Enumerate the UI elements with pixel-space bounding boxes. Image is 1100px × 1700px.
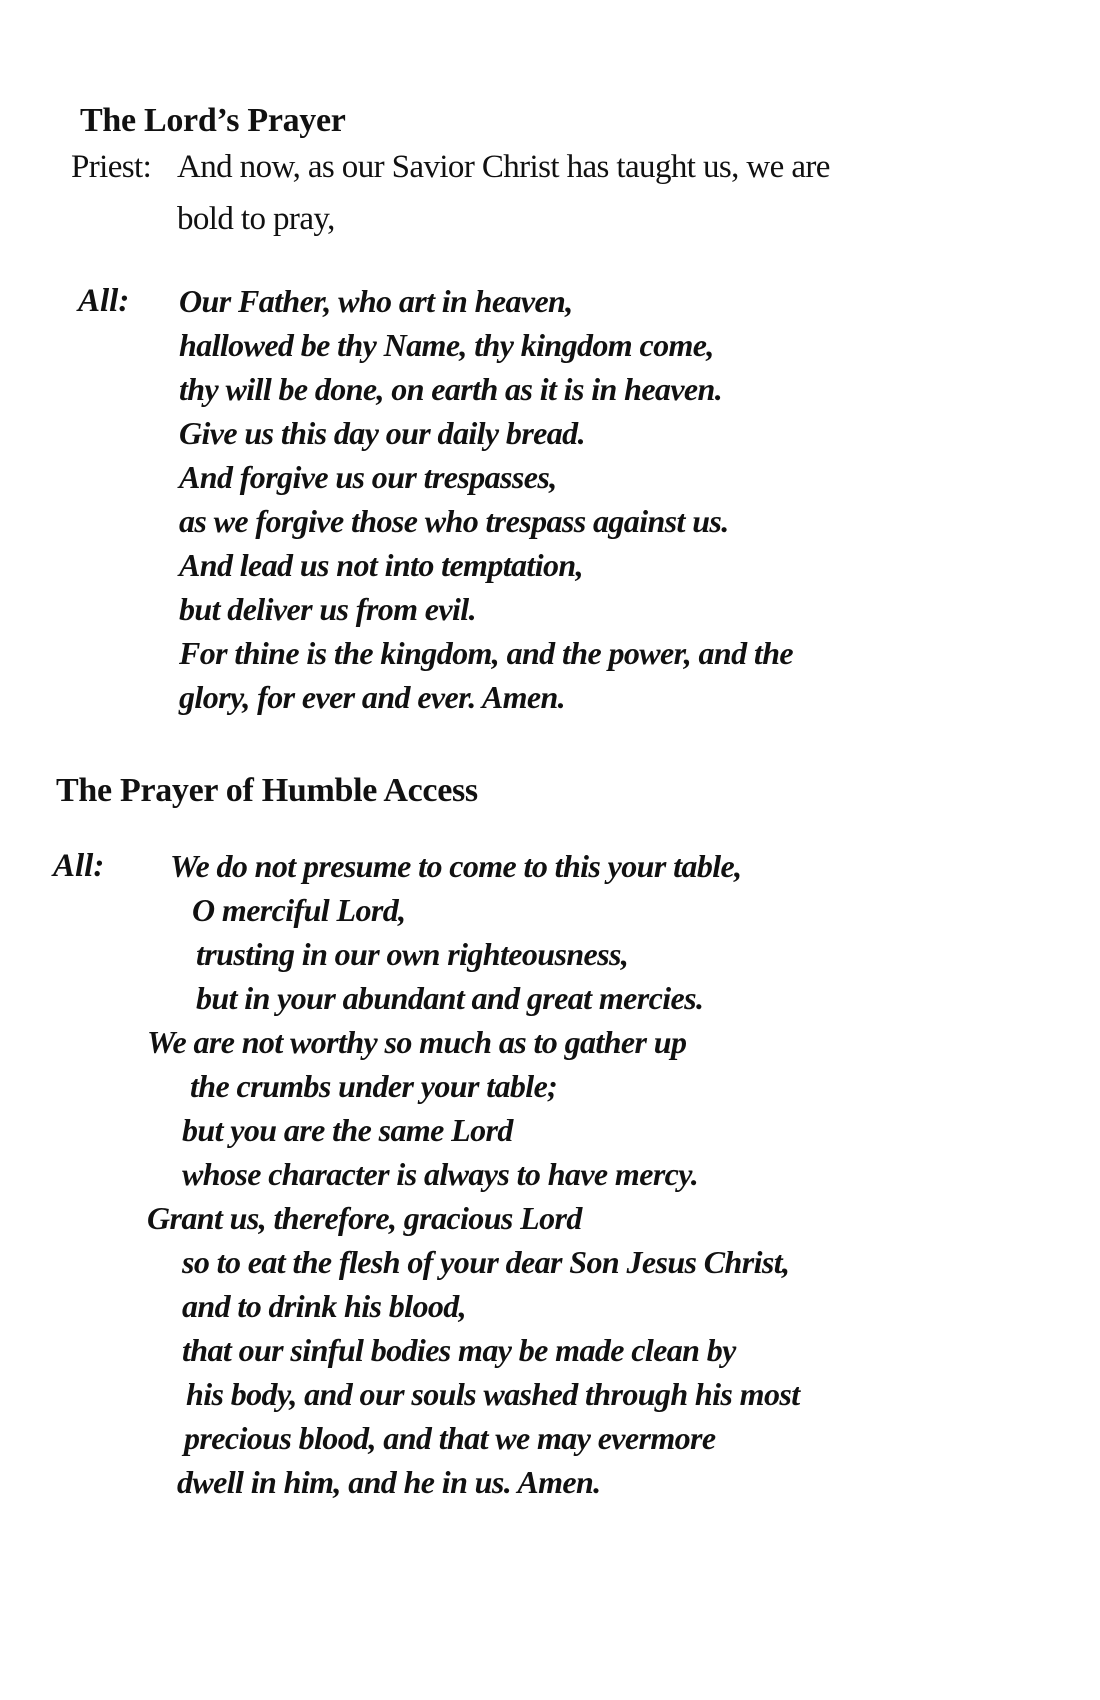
prayer-line: And lead us not into temptation, <box>179 547 584 583</box>
prayer-line: thy will be done, on earth as it is in heaven. <box>179 371 723 407</box>
prayer-line: Our Father, who art in heaven, <box>179 283 573 319</box>
prayer-line: glory, for ever and ever. Amen. <box>179 679 566 715</box>
prayer-line: Give us this day our daily bread. <box>179 415 585 451</box>
prayer-line: For thine is the kingdom, and the power, and the <box>179 635 793 671</box>
prayer-line: hallowed be thy Name, thy kingdom come, <box>179 327 714 363</box>
prayer-line: but deliver us from evil. <box>179 591 476 627</box>
all-label: All: <box>53 848 105 884</box>
prayer-line: dwell in him, and he in us. Amen. <box>177 1464 601 1500</box>
prayer-line: trusting in our own righteousness, <box>196 936 629 972</box>
priest-line: And now, as our Savior Christ has taught us, we are <box>177 149 830 185</box>
prayer-line: that our sinful bodies may be made clean by <box>182 1332 736 1368</box>
prayer-line: We do not presume to come to this your table, <box>170 848 742 884</box>
prayer-line: so to eat the flesh of your dear Son Jesus Christ, <box>182 1244 790 1280</box>
prayer-line: and to drink his blood, <box>182 1288 467 1324</box>
priest-line: bold to pray, <box>177 201 335 237</box>
priest-label: Priest: <box>71 149 152 185</box>
prayer-line: his body, and our souls washed through his most <box>186 1376 800 1412</box>
prayer-line: precious blood, and that we may evermore <box>184 1420 716 1456</box>
prayer-line: but in your abundant and great mercies. <box>196 980 704 1016</box>
lords-prayer-title: The Lord’s Prayer <box>80 102 346 139</box>
all-label: All: <box>78 283 130 319</box>
prayer-line: We are not worthy so much as to gather up <box>147 1024 687 1060</box>
prayer-line: Grant us, therefore, gracious Lord <box>147 1200 582 1236</box>
prayer-line: but you are the same Lord <box>182 1112 513 1148</box>
prayer-line: And forgive us our trespasses, <box>179 459 557 495</box>
humble-access-title: The Prayer of Humble Access <box>56 772 478 809</box>
prayer-line: O merciful Lord, <box>192 892 406 928</box>
prayer-line: whose character is always to have mercy. <box>182 1156 699 1192</box>
prayer-line: the crumbs under your table; <box>190 1068 558 1104</box>
prayer-line: as we forgive those who trespass against us. <box>179 503 729 539</box>
